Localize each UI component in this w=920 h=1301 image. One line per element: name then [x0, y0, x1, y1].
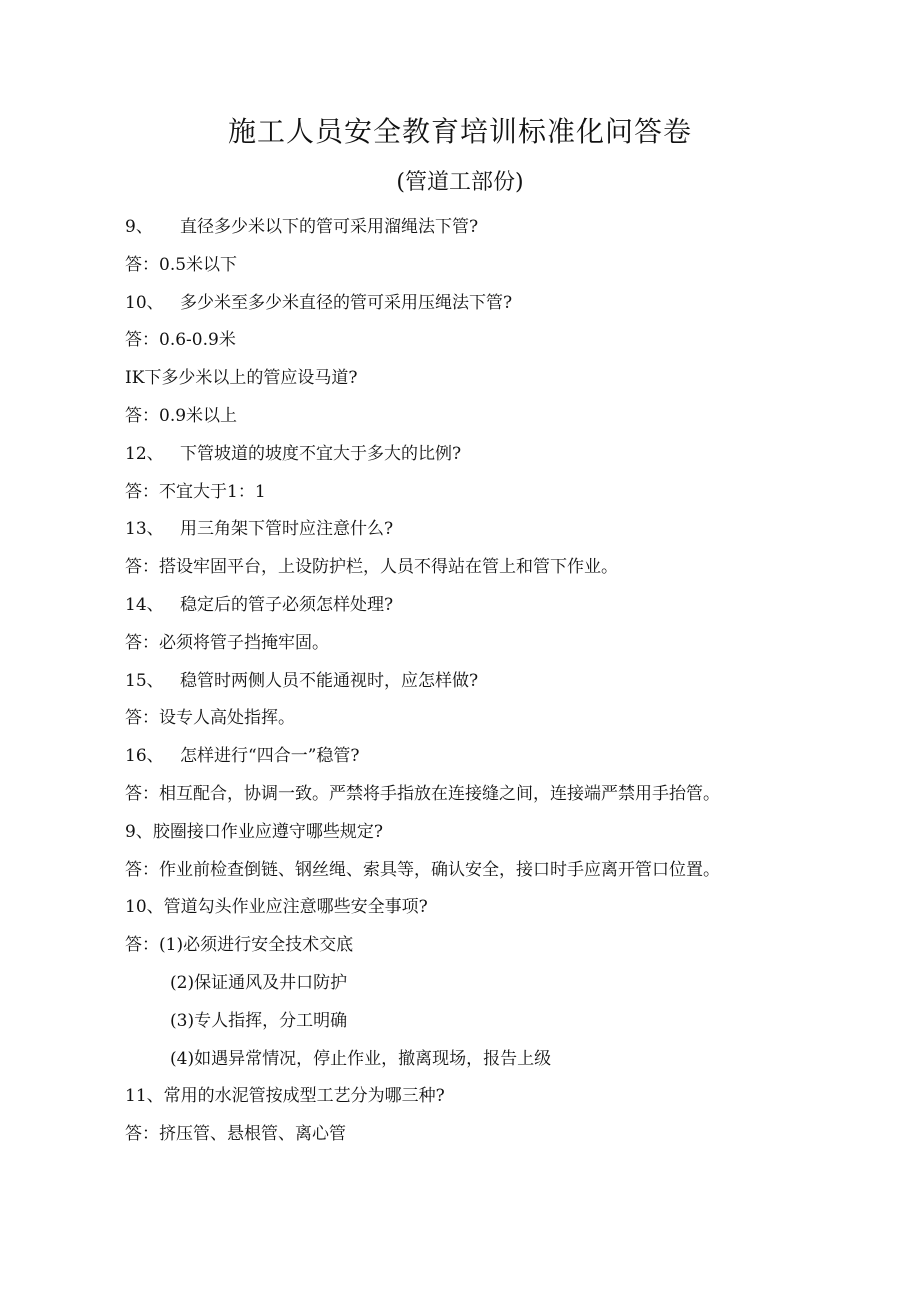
- question-line: [125, 892, 825, 930]
- answer-line: [125, 250, 825, 288]
- document-subtitle: (管道工部份): [396, 170, 524, 195]
- line-text: 答：作业前检查倒链、钢丝绳、索具等，确认安全，接口时手应离开管口位置。: [125, 859, 720, 880]
- question-text: 用三角架下管时应注意什么?: [180, 519, 394, 540]
- line-text: (3)专人指挥，分工明确: [170, 1010, 348, 1031]
- line-text: 11、常用的水泥管按成型工艺分为哪三种?: [125, 1086, 445, 1107]
- question-text: 直径多少米以下的管可采用溜绳法下管?: [180, 217, 479, 237]
- question-line: [125, 514, 825, 552]
- question-line: [125, 1081, 825, 1119]
- line-text: 答：挤压管、悬根管、离心管: [125, 1124, 346, 1145]
- line-text: (2)保证通风及井口防护: [170, 972, 348, 993]
- question-line: [125, 741, 825, 779]
- line-text: 答：必须将管子挡掩牢固。: [125, 632, 329, 653]
- line-text: 答：相互配合，协调一致。严禁将手指放在连接缝之间，连接端严禁用手抬管。: [125, 783, 720, 804]
- line-text: (4)如遇异常情况，停止作业，撤离现场，报告上级: [170, 1048, 552, 1069]
- question-line: [125, 288, 825, 326]
- question-line: [125, 212, 825, 250]
- answer-line: [125, 552, 825, 590]
- question-number: 14、: [125, 594, 164, 615]
- question-text: 下管坡道的坡度不宜大于多大的比例?: [180, 443, 462, 464]
- question-text: 多少米至多少米直径的管可采用压绳法下管?: [180, 292, 513, 313]
- line-text: 答：0.5米以下: [125, 254, 238, 275]
- line-text: 答：不宜大于1：1: [125, 481, 266, 502]
- line-text: 答：设专人高处指挥。: [125, 708, 295, 729]
- answer-line: [125, 401, 825, 439]
- question-line: [125, 439, 825, 477]
- question-text: 稳管时两侧人员不能通视时，应怎样做?: [180, 670, 479, 691]
- question-text: 怎样进行“四合一”稳管?: [180, 746, 360, 767]
- question-number: 10、: [125, 292, 164, 313]
- qa-list: [125, 212, 825, 1157]
- question-line: [125, 817, 825, 855]
- answer-line: [125, 779, 825, 817]
- line-text: 答：(1)必须进行安全技术交底: [125, 935, 354, 956]
- line-text: 10、管道勾头作业应注意哪些安全事项?: [125, 897, 428, 918]
- answer-sub-item: [125, 1006, 825, 1044]
- line-text: IK下多少米以上的管应设马道?: [125, 368, 358, 389]
- question-number: 13、: [125, 519, 164, 540]
- document-title: 施工人员安全教育培训标准化问答卷: [227, 115, 692, 148]
- answer-sub-item: [125, 968, 825, 1006]
- question-number: 15、: [125, 670, 164, 691]
- question-line: [125, 590, 825, 628]
- line-text: 答：0.9米以上: [125, 405, 238, 426]
- question-number: 9、: [125, 217, 153, 237]
- question-text: 稳定后的管子必须怎样处理?: [180, 594, 394, 615]
- question-number: 12、: [125, 443, 164, 464]
- answer-line: [125, 855, 825, 893]
- answer-line: [125, 628, 825, 666]
- question-line: [125, 363, 825, 401]
- answer-line: [125, 703, 825, 741]
- answer-line: [125, 930, 825, 968]
- answer-line: [125, 325, 825, 363]
- question-number: 16、: [125, 746, 164, 767]
- question-line: [125, 666, 825, 704]
- line-text: 答：0.6-0.9米: [125, 330, 236, 351]
- line-text: 9、胶圈接口作业应遵守哪些规定?: [125, 821, 383, 842]
- answer-line: [125, 1119, 825, 1157]
- answer-sub-item: [125, 1044, 825, 1082]
- answer-line: [125, 477, 825, 515]
- line-text: 答：搭设牢固平台，上设防护栏，人员不得站在管上和管下作业。: [125, 557, 618, 578]
